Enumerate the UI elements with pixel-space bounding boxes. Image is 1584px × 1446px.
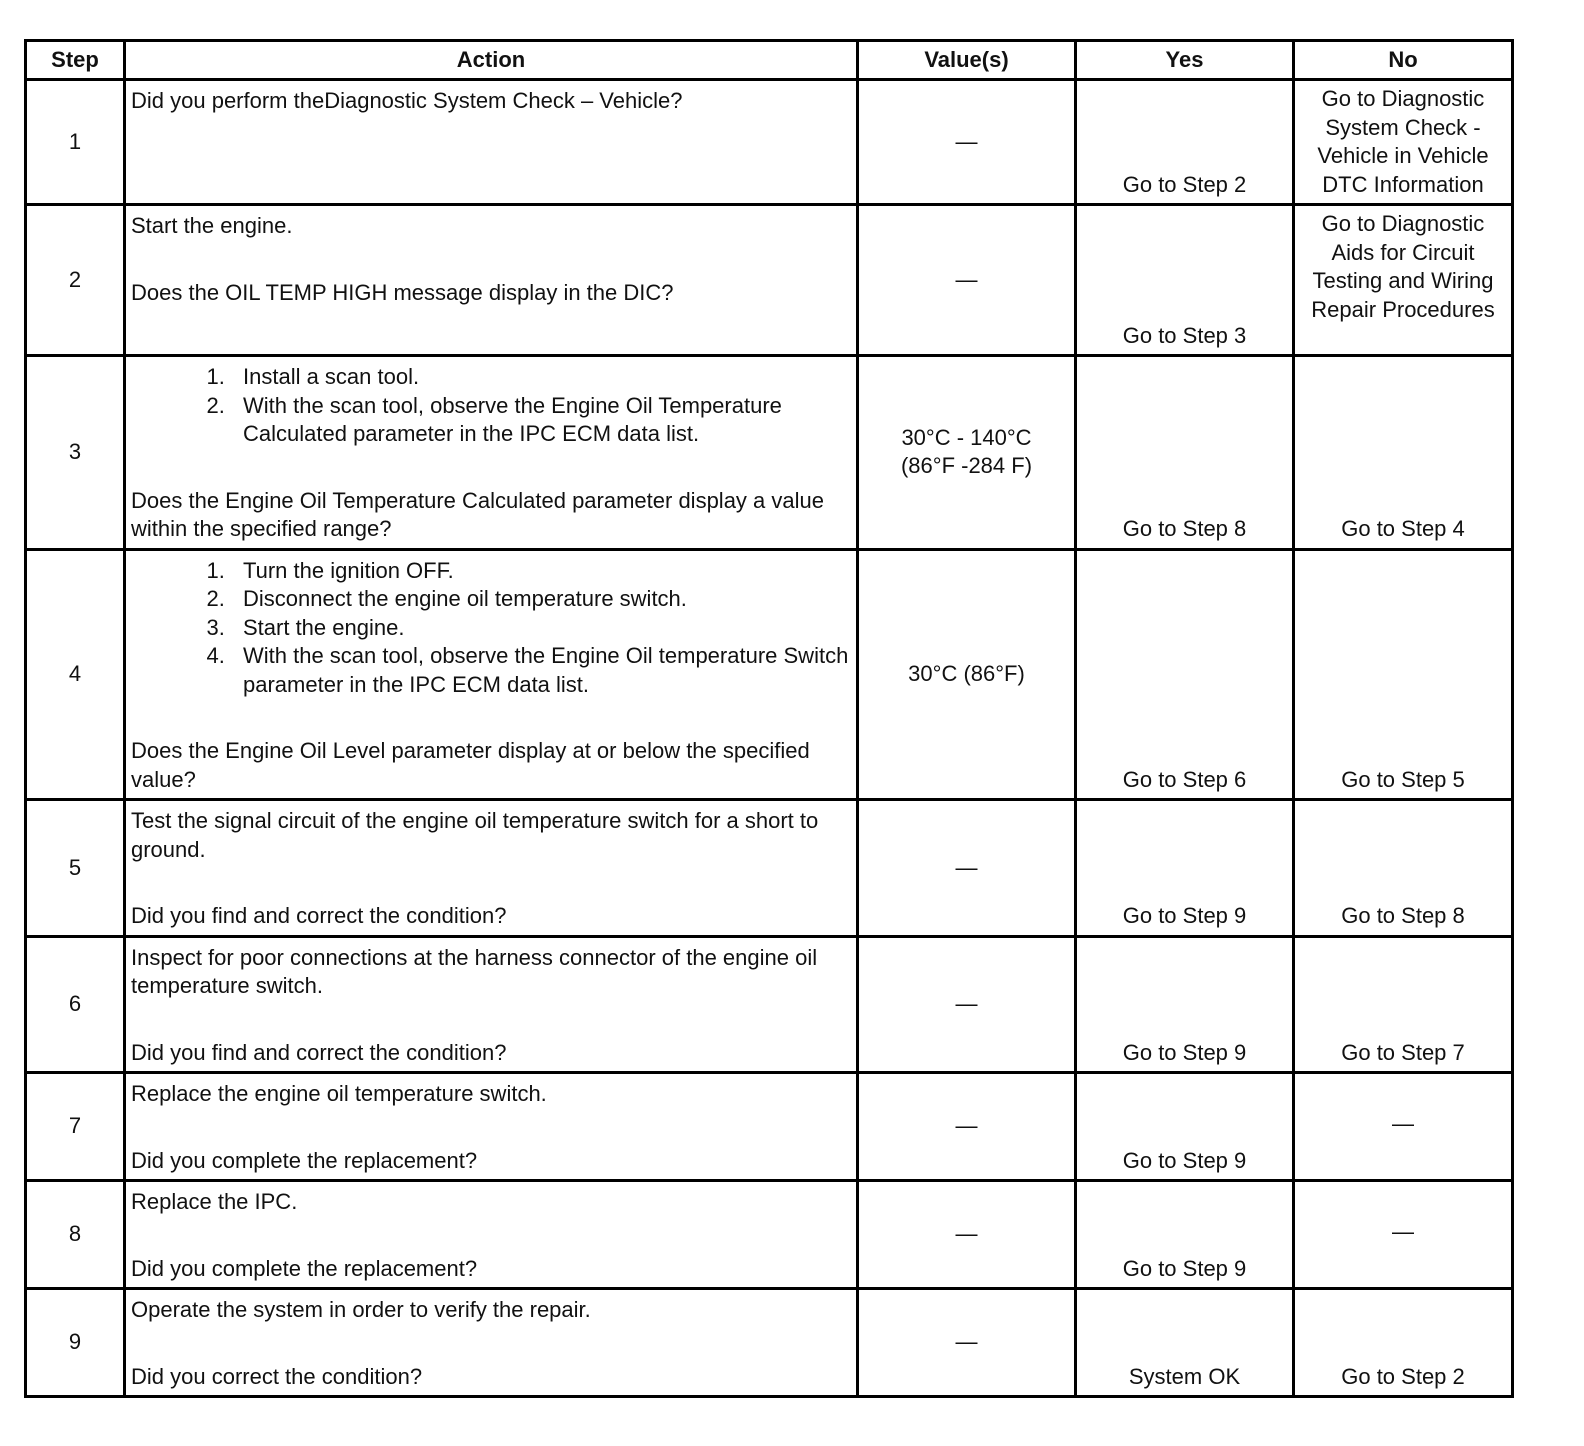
table-row <box>26 1181 1513 1289</box>
table-row <box>26 205 1513 356</box>
action-step: 4. With the scan tool, observe the Engine Oil temperature Switch parameter in the IPC ECM data list. <box>231 642 851 699</box>
yes-cell: Go to Step 6 <box>1076 549 1294 800</box>
yes-cell: Go to Step 3 <box>1076 205 1294 356</box>
yes-cell: Go to Step 9 <box>1076 1073 1294 1181</box>
no-cell: — <box>1294 1181 1513 1289</box>
yes-cell: Go to Step 2 <box>1076 80 1294 205</box>
diagnostic-table <box>24 39 1514 1398</box>
action-cell <box>125 1181 858 1289</box>
value-cell: — <box>858 1181 1076 1289</box>
header-row <box>26 41 1513 80</box>
step-number: 9 <box>26 1289 125 1397</box>
action-question: Did you correct the condition? <box>131 1363 423 1389</box>
action-step: 2. Disconnect the engine oil temperature switch. <box>231 585 851 614</box>
action-text: Operate the system in order to verify the repair. <box>131 1297 591 1322</box>
value-cell: — <box>858 800 1076 937</box>
step-number: 5 <box>26 800 125 937</box>
header-action: Action <box>125 41 858 80</box>
step-number: 6 <box>26 936 125 1073</box>
action-text: Replace the IPC. <box>131 1189 298 1214</box>
action-text: Did you perform theDiagnostic System Check – Vehicle? <box>131 88 683 113</box>
table-row <box>26 800 1513 937</box>
action-question: Did you complete the replacement? <box>131 1255 478 1281</box>
table-row <box>26 356 1513 550</box>
value-cell: 30°C - 140°C (86°F -284 F) <box>858 356 1076 550</box>
value-cell: — <box>858 1073 1076 1181</box>
table-row <box>26 936 1513 1073</box>
value-cell: — <box>858 205 1076 356</box>
action-text: Replace the engine oil temperature switch. <box>131 1081 547 1106</box>
action-question: Did you find and correct the condition? <box>131 903 507 928</box>
no-cell: Go to Step 4 <box>1294 356 1513 550</box>
action-question: Did you complete the replacement? <box>131 1147 478 1173</box>
step-number: 7 <box>26 1073 125 1181</box>
step-number: 2 <box>26 205 125 356</box>
yes-cell: Go to Step 9 <box>1076 800 1294 937</box>
action-cell <box>125 800 858 937</box>
no-cell: — <box>1294 1073 1513 1181</box>
action-steps <box>131 557 851 700</box>
step-number: 3 <box>26 356 125 550</box>
step-number: 1 <box>26 80 125 205</box>
yes-cell: Go to Step 9 <box>1076 1181 1294 1289</box>
yes-cell: System OK <box>1076 1289 1294 1397</box>
action-step: 2. With the scan tool, observe the Engine Oil Temperature Calculated parameter in the IPC ECM data list. <box>231 392 851 449</box>
action-step: 1. Install a scan tool. <box>231 363 851 392</box>
action-cell <box>125 1073 858 1181</box>
action-question: Does the OIL TEMP HIGH message display in the DIC? <box>131 279 674 305</box>
action-cell <box>125 936 858 1073</box>
action-cell <box>125 205 858 356</box>
action-question: Did you find and correct the condition? <box>131 1039 507 1065</box>
table-row <box>26 549 1513 800</box>
action-step: 1. Turn the ignition OFF. <box>231 557 851 586</box>
action-text: Start the engine. <box>131 213 293 238</box>
no-cell: Go to Diagnostic System Check - Vehicle in Vehicle DTC Information <box>1294 80 1513 205</box>
action-question: Does the Engine Oil Level parameter display at or below the specified value? <box>131 738 810 792</box>
action-cell <box>125 356 858 550</box>
action-question: Does the Engine Oil Temperature Calculated parameter display a value within the specified range? <box>131 487 824 541</box>
step-number: 4 <box>26 549 125 800</box>
action-steps <box>131 363 851 449</box>
no-cell: Go to Step 2 <box>1294 1289 1513 1397</box>
action-text: Test the signal circuit of the engine oil temperature switch for a short to ground. <box>131 808 819 862</box>
no-cell: Go to Step 5 <box>1294 549 1513 800</box>
no-cell: Go to Step 8 <box>1294 800 1513 937</box>
table-row <box>26 1289 1513 1397</box>
action-cell <box>125 1289 858 1397</box>
yes-cell: Go to Step 8 <box>1076 356 1294 550</box>
action-text: Inspect for poor connections at the harness connector of the engine oil temperature switch. <box>131 944 818 998</box>
table-row <box>26 1073 1513 1181</box>
value-cell: — <box>858 936 1076 1073</box>
step-number: 8 <box>26 1181 125 1289</box>
header-values: Value(s) <box>858 41 1076 80</box>
header-yes: Yes <box>1076 41 1294 80</box>
action-step: 3. Start the engine. <box>231 614 851 643</box>
action-cell <box>125 549 858 800</box>
no-cell: Go to Diagnostic Aids for Circuit Testing and Wiring Repair Procedures <box>1294 205 1513 356</box>
value-cell: — <box>858 1289 1076 1397</box>
header-step: Step <box>26 41 125 80</box>
no-cell: Go to Step 7 <box>1294 936 1513 1073</box>
yes-cell: Go to Step 9 <box>1076 936 1294 1073</box>
table-row <box>26 80 1513 205</box>
value-cell: 30°C (86°F) <box>858 549 1076 800</box>
header-no: No <box>1294 41 1513 80</box>
value-cell: — <box>858 80 1076 205</box>
action-cell <box>125 80 858 205</box>
